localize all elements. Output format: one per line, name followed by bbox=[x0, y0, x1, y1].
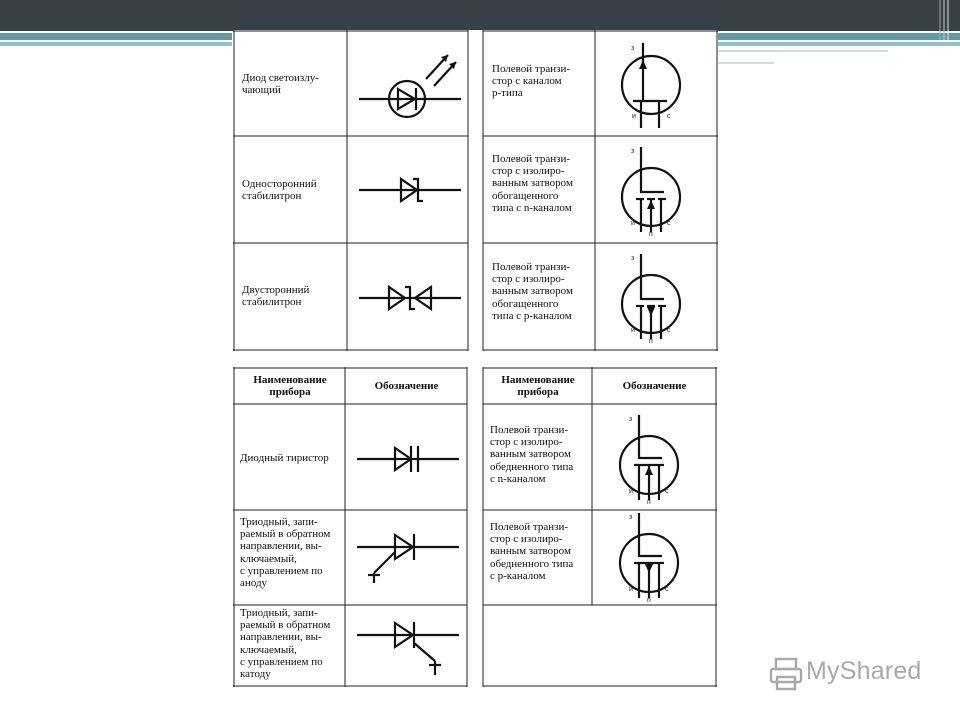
device-name-jfet-p: Полевой транзи- стор с каналом p-типа bbox=[492, 63, 571, 100]
top-table bbox=[233, 30, 718, 351]
accent-stripe-left-light bbox=[0, 42, 232, 46]
header-symbol-right: Обозначение bbox=[622, 380, 687, 392]
pin-label-gate: з bbox=[629, 416, 633, 423]
pin-label-source: и bbox=[629, 586, 633, 593]
pin-label-source: и bbox=[631, 220, 635, 227]
header-device-name-right: Наименование прибора bbox=[501, 374, 575, 398]
pin-label-gate: з bbox=[631, 45, 635, 52]
device-name-led: Диод светоизлу- чающий bbox=[242, 72, 319, 97]
device-name-mosfet-dep-p: Полевой транзи- стор с изолиро- ванным затвором обедненного типа с p-каналом bbox=[490, 521, 574, 582]
mosfet-enh-n-symbol bbox=[611, 142, 711, 240]
accent-stripe-right bbox=[718, 33, 960, 40]
pin-label-substrate: п bbox=[647, 597, 651, 604]
bottom-table bbox=[233, 367, 717, 687]
triode-thyristor-cathode-symbol bbox=[349, 615, 465, 679]
pin-label-drain: с bbox=[667, 327, 671, 334]
accent-stripe-right-light bbox=[718, 42, 960, 46]
mosfet-enh-p-symbol bbox=[611, 249, 711, 347]
device-name-zener: Односторонний стабилитрон bbox=[242, 178, 317, 203]
corner-decoration bbox=[938, 0, 954, 40]
pin-label-gate: з bbox=[629, 514, 633, 521]
pin-label-gate: з bbox=[631, 148, 635, 155]
mosfet-dep-p-symbol bbox=[609, 508, 709, 606]
printer-icon bbox=[768, 656, 804, 692]
device-name-triode-thyristor-cathode: Триодный, запи- раемый в обратном направлении, вы- ключаемый, с управлением по катоду bbox=[240, 607, 331, 681]
zener-one-side-symbol bbox=[351, 170, 466, 210]
header-symbol: Обозначение bbox=[374, 380, 439, 392]
jfet-p-symbol bbox=[611, 38, 711, 133]
decor-line bbox=[718, 50, 888, 52]
pin-label-substrate: п bbox=[649, 338, 653, 345]
zener-two-side-symbol bbox=[351, 278, 466, 318]
pin-label-drain: с bbox=[665, 586, 669, 593]
slide-top-bar bbox=[0, 0, 960, 31]
logo-text[interactable]: MyShared bbox=[806, 657, 922, 685]
decor-line bbox=[718, 62, 774, 64]
pin-label-drain: с bbox=[667, 113, 671, 120]
device-name-mosfet-enh-n: Полевой транзи- стор с изолиро- ванным затвором обогащенного типа с n-каналом bbox=[492, 153, 573, 214]
diode-thyristor-symbol bbox=[349, 439, 465, 479]
device-name-mosfet-enh-p: Полевой транзи- стор с изолиро- ванным затвором обогащенного типа с p-каналом bbox=[492, 261, 573, 322]
device-name-bizener: Двусторонний стабилитрон bbox=[242, 284, 310, 309]
pin-label-drain: с bbox=[667, 220, 671, 227]
device-name-diode-thyristor: Диодный тиристор bbox=[240, 452, 329, 464]
header-device-name: Наименование прибора bbox=[253, 374, 327, 398]
device-name-mosfet-dep-n: Полевой транзи- стор с изолиро- ванным затвором обедненного типа с n-каналом bbox=[490, 424, 574, 485]
mosfet-dep-n-symbol bbox=[609, 410, 709, 508]
pin-label-source: и bbox=[629, 488, 633, 495]
pin-label-gate: з bbox=[631, 255, 635, 262]
triode-thyristor-anode-symbol bbox=[349, 527, 465, 587]
pin-label-substrate: п bbox=[649, 231, 653, 238]
device-name-triode-thyristor-anode: Триодный, запи- раемый в обратном направлении, вы- ключаемый, с управлением по аноду bbox=[240, 516, 331, 590]
pin-label-source: и bbox=[632, 113, 636, 120]
pin-label-substrate: п bbox=[647, 499, 651, 506]
led-diode-symbol bbox=[351, 42, 466, 134]
pin-label-source: и bbox=[631, 327, 635, 334]
pin-label-drain: с bbox=[665, 488, 669, 495]
accent-stripe-left bbox=[0, 33, 232, 40]
